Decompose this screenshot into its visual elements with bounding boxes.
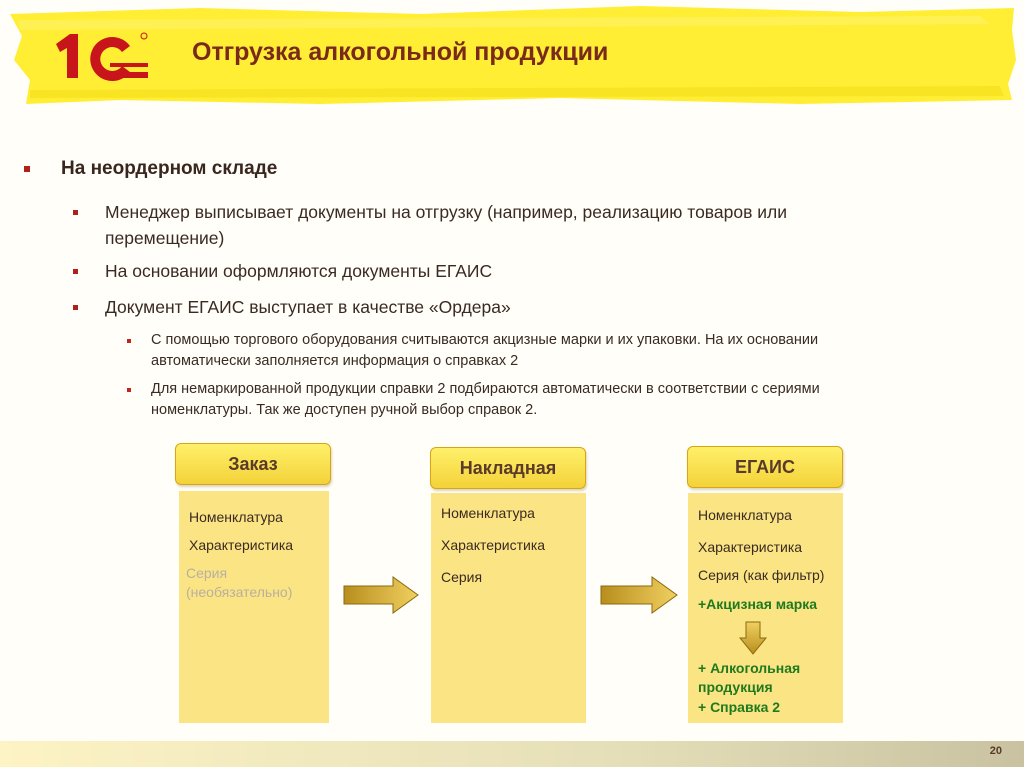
invoice-field-series: Серия <box>441 569 483 585</box>
invoice-body <box>431 493 586 723</box>
bullet-level3-item: С помощью торгового оборудования считываются акцизные марки и их упаковки. На их основании автоматически заполняется информация о справках 2 <box>151 332 819 369</box>
invoice-field-nomenclature: Номенклатура <box>441 505 535 521</box>
bullet-marker <box>73 269 78 274</box>
egais-field-characteristic: Характеристика <box>698 539 803 555</box>
bullet-level2-item: На основании оформляются документы ЕГАИС <box>105 261 493 281</box>
bullet-marker <box>127 388 131 392</box>
footer-bar <box>0 741 1024 767</box>
order-field-characteristic: Характеристика <box>189 537 294 553</box>
bullet-level3-item: Для немаркированной продукции справки 2 подбираются автоматически в соответствии с сериями номенклатуры. Так же доступен ручной выбор справок 2. <box>151 381 820 418</box>
invoice-header: Накладная <box>430 447 586 489</box>
arrow-right-icon <box>343 576 419 614</box>
egais-field-alcohol-product: + Алкогольная продукция <box>698 660 801 695</box>
bullet-marker <box>24 166 30 172</box>
page-title: Отгрузка алкогольной продукции <box>192 38 609 66</box>
bullet-marker <box>127 339 131 343</box>
order-field-series-optional: Серия (необязательно) <box>186 565 293 600</box>
egais-field-series-filter: Серия (как фильтр) <box>698 567 825 583</box>
order-header: Заказ <box>175 443 331 485</box>
egais-header: ЕГАИС <box>687 446 843 488</box>
order-field-nomenclature: Номенклатура <box>189 509 283 525</box>
bullet-level2-item: Менеджер выписывает документы на отгрузку (например, реализацию товаров или перемещение) <box>105 202 788 248</box>
logo-1c-icon <box>52 30 152 82</box>
egais-body <box>688 493 843 723</box>
egais-field-certificate-2: + Справка 2 <box>698 699 781 715</box>
page-number: 20 <box>989 745 1002 757</box>
arrow-right-icon <box>600 576 678 614</box>
bullet-marker <box>73 210 78 215</box>
bullet-marker <box>73 305 78 310</box>
bullet-level2-item: Документ ЕГАИС выступает в качестве «Ордера» <box>105 297 511 317</box>
bullet-level1: На неордерном складе <box>61 158 278 179</box>
arrow-down-icon <box>739 621 767 655</box>
egais-field-nomenclature: Номенклатура <box>698 507 792 523</box>
invoice-field-characteristic: Характеристика <box>441 537 546 553</box>
order-body <box>179 491 329 723</box>
egais-field-excise-stamp: +Акцизная марка <box>698 596 818 612</box>
